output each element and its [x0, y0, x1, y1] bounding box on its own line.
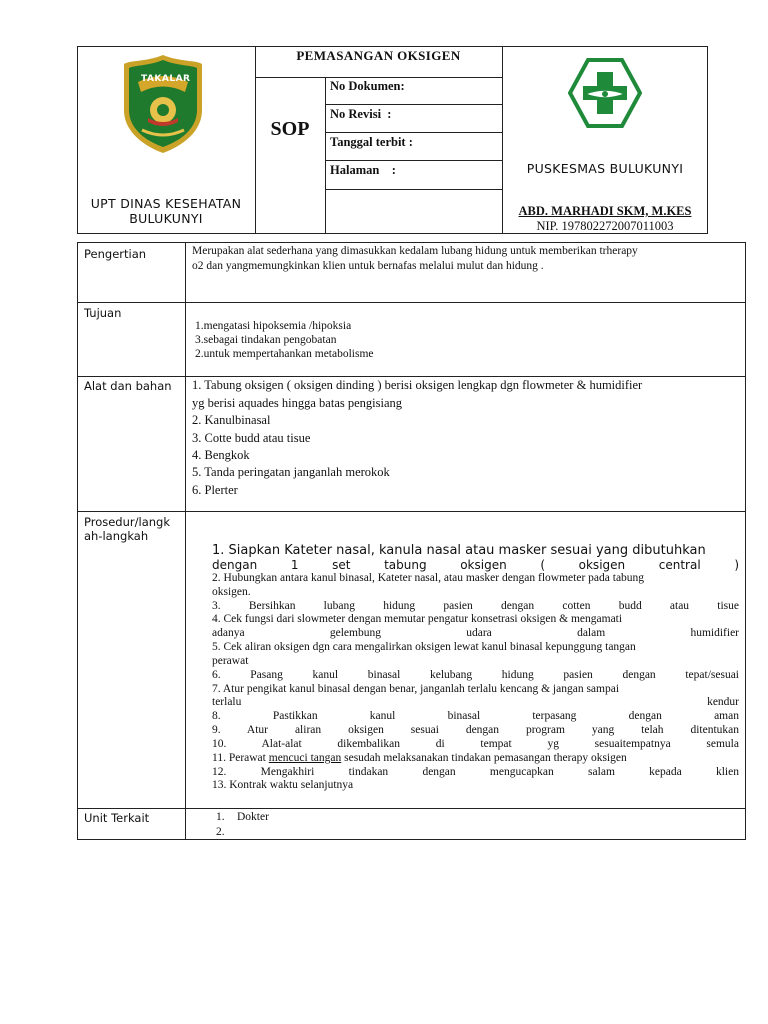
prosedur-label-line1: Prosedur/langk — [84, 515, 170, 529]
puskesmas-name: PUSKESMAS BULUKUNYI — [526, 161, 684, 176]
tujuan-item-3: 2.untuk mempertahankan metabolisme — [195, 348, 374, 360]
alat-item-3: 3. Cotte budd atau tisue — [192, 431, 311, 445]
prosedur-step-7: 7. Atur pengikat kanul binasal dengan benar, janganlah terlalu kencang & jangan sampai — [212, 683, 620, 695]
no-revisi-label: No Revisi : — [330, 107, 392, 121]
prosedur-label-line2: ah-langkah — [84, 529, 149, 543]
unit-item-2-number: 2. — [216, 826, 225, 838]
row-divider-2 — [77, 376, 746, 377]
prosedur-step-7-cont: terlalu — [212, 696, 242, 708]
title-underline — [255, 77, 502, 78]
unit-label: Unit Terkait — [84, 811, 150, 825]
step-11-prefix: 11. Perawat — [212, 752, 269, 764]
row-divider-1 — [77, 302, 746, 303]
alat-item-1: 1. Tabung oksigen ( oksigen dinding ) berisi oksigen lengkap dgn flowmeter & humidifier — [192, 378, 643, 392]
alat-label: Alat dan bahan — [84, 379, 172, 393]
meta-line-2 — [325, 132, 502, 133]
agency-name-line2: BULUKUNYI — [129, 211, 203, 226]
prosedur-step-4: 4. Cek fungsi dari slowmeter dengan memutar pengatur konsetrasi oksigen & mengamati — [212, 613, 623, 625]
prosedur-step-3: 3. Bersihkan lubang hidung pasien dengan cotten budd atau tisue — [212, 600, 739, 612]
alat-item-6: 6. Plerter — [192, 483, 238, 497]
alat-item-2: 2. Kanulbinasal — [192, 413, 271, 427]
prosedur-step-10: 10. Alat-alat dikembalikan di tempat yg sesuaitempatnya semula — [212, 738, 739, 750]
tujuan-item-2: 3.sebagai tindakan pengobatan — [195, 334, 337, 346]
sop-divider — [325, 77, 326, 234]
meta-line-3 — [325, 160, 502, 161]
tujuan-label: Tujuan — [84, 306, 122, 320]
sop-label: SOP — [270, 118, 310, 140]
sop-title: PEMASANGAN OKSIGEN — [296, 48, 461, 63]
body-table — [77, 242, 746, 840]
puskesmas-logo — [568, 58, 642, 128]
head-nip: NIP. 197802272007011003 — [536, 219, 674, 233]
alat-item-5: 5. Tanda peringatan janganlah merokok — [192, 465, 390, 479]
prosedur-step-8: 8. Pastikkan kanul binasal terpasang dengan aman — [212, 710, 739, 722]
alat-item-1-cont: yg berisi aquades hingga batas pengisiang — [192, 396, 403, 410]
agency-name-line1: UPT DINAS KESEHATAN — [90, 196, 242, 211]
prosedur-step-6: 6. Pasang kanul binasal kelubang hidung pasien dengan tepat/sesuai — [212, 669, 739, 681]
row-divider-3 — [77, 511, 746, 512]
meta-line-1 — [325, 104, 502, 105]
unit-item-1-text: Dokter — [237, 811, 269, 823]
prosedur-step-7-end: kendur — [707, 696, 739, 708]
takalar-logo — [118, 52, 208, 156]
pengertian-label: Pengertian — [84, 247, 147, 261]
mencuci-tangan-link[interactable]: mencuci tangan — [268, 752, 342, 764]
logo-text: TAKALAR — [141, 74, 191, 84]
prosedur-step-1: 1. Siapkan Kateter nasal, kanula nasal atau masker sesuai yang dibutuhkan — [212, 543, 706, 558]
head-name: ABD. MARHADI SKM, M.KES — [518, 204, 692, 218]
prosedur-step-2: 2. Hubungkan antara kanul binasal, Kateter nasal, atau masker dengan flowmeter pada tabung — [212, 572, 645, 584]
meta-line-4 — [325, 189, 502, 190]
prosedur-step-11 — [212, 752, 627, 764]
prosedur-step-2-cont: oksigen. — [212, 586, 251, 598]
halaman-label: Halaman : — [330, 163, 396, 177]
unit-item-1-number: 1. — [216, 811, 225, 823]
tujuan-item-1: 1.mengatasi hipoksemia /hipoksia — [195, 320, 352, 332]
step-11-suffix: sesudah melaksanakan tindakan pemasangan therapy oksigen — [341, 752, 627, 764]
pengertian-text-line1: Merupakan alat sederhana yang dimasukkan kedalam lubang hidung untuk memberikan trherapy — [192, 245, 638, 257]
alat-item-4: 4. Bengkok — [192, 448, 250, 462]
prosedur-step-1-cont: dengan 1 set tabung oksigen ( oksigen central ) — [212, 558, 739, 572]
tanggal-terbit-label: Tanggal terbit : — [330, 135, 413, 149]
prosedur-step-5: 5. Cek aliran oksigen dgn cara mengalirkan oksigen lewat kanul binasal kepunggung tangan — [212, 641, 636, 653]
prosedur-step-12: 12. Mengakhiri tindakan dengan mengucapkan salam kepada klien — [212, 766, 739, 778]
label-column-divider — [185, 242, 186, 840]
pengertian-text-line2: o2 dan yangmemungkinkan klien untuk bernafas melalui mulut dan hidung . — [192, 260, 544, 272]
prosedur-step-5-cont: perawat — [212, 655, 249, 667]
prosedur-step-13: 13. Kontrak waktu selanjutnya — [212, 779, 354, 791]
no-dokumen-label: No Dokumen: — [330, 79, 405, 93]
prosedur-step-9: 9. Atur aliran oksigen sesuai dengan program yang telah ditentukan — [212, 724, 739, 736]
prosedur-step-4-cont: adanya gelembung udara dalam humidifier — [212, 627, 739, 639]
header-divider-left — [255, 46, 256, 234]
row-divider-4 — [77, 808, 746, 809]
